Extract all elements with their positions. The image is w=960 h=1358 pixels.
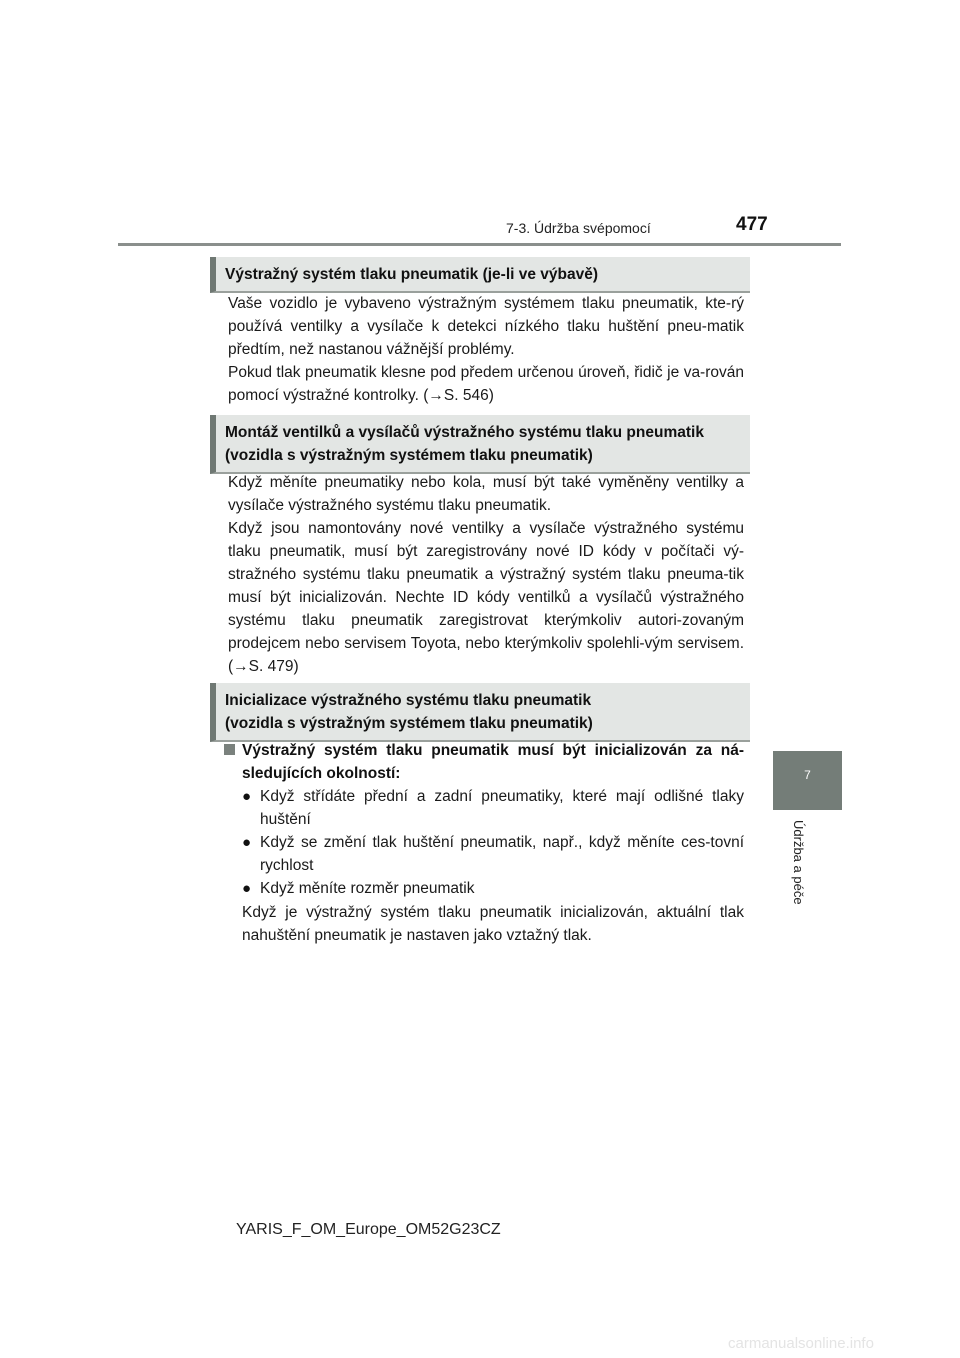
chapter-tab-title: Údržba a péče bbox=[791, 820, 806, 905]
header-section-title: 7-3. Údržba svépomocí bbox=[506, 220, 651, 236]
chapter-tab-number: 7 bbox=[804, 768, 811, 782]
bullet-dot-icon: ● bbox=[242, 788, 252, 805]
paragraph: Když je výstražný systém tlaku pneumatik inicializován, aktuální tlak nahuštění pneumatik je nastaven jako vztažný tlak. bbox=[242, 904, 744, 944]
list-item-text: Když se změní tlak huštění pneumatik, např., když měníte ces-tovní rychlost bbox=[260, 834, 744, 874]
bullet-dot-icon: ● bbox=[242, 880, 252, 897]
header-divider bbox=[118, 243, 841, 246]
paragraph: Vaše vozidlo je vybaveno výstražným systémem tlaku pneumatik, kte-rý používá ventilky a vysílače k detekci nízkého tlaku huštění pneu-matik předtím, než nastanou vážnější problémy. bbox=[228, 295, 744, 358]
paragraph: Když měníte pneumatiky nebo kola, musí být také vyměněny ventilky a vysílače výstražného systému tlaku pneumatik. bbox=[228, 474, 744, 514]
paragraph: Když jsou namontovány nové ventilky a vysílače výstražného systému tlaku pneumatik, musí být zaregistrovány nové ID kódy v počítači vý-stražného systému tlaku pneumatik a výstražný systém tlaku pneuma-tik musí být inicializován. Nechte ID kódy ventilků a vysílačů výstražného systému tlaku pneumatik zaregistrovat kterýmkoliv autori-zovaným prodejcem nebo servisem Toyota, nebo kterýmkoliv spolehli-vým servisem. (→S. 479) bbox=[228, 520, 744, 675]
subheading-text: Výstražný systém tlaku pneumatik musí být inicializován za ná-sledujících okolností: bbox=[242, 742, 744, 782]
section-heading-line: Montáž ventilků a vysílačů výstražného systému tlaku pneumatik bbox=[225, 424, 704, 441]
section-heading-line: Inicializace výstražného systému tlaku pneumatik bbox=[225, 692, 592, 709]
list-item-text: Když měníte rozměr pneumatik bbox=[260, 880, 475, 897]
watermark: carmanualsonline.info bbox=[728, 1335, 874, 1352]
list-item bbox=[242, 831, 744, 877]
document-code: YARIS_F_OM_Europe_OM52G23CZ bbox=[236, 1221, 501, 1238]
list-item bbox=[242, 785, 744, 831]
subheading bbox=[224, 739, 744, 785]
section-heading-initialization bbox=[210, 683, 750, 742]
bullet-dot-icon: ● bbox=[242, 834, 252, 851]
list-item-text: Když střídáte přední a zadní pneumatiky, které mají odlišné tlaky huštění bbox=[260, 788, 744, 828]
square-bullet-icon bbox=[224, 744, 235, 755]
section-heading-line: (vozidla s výstražným systémem tlaku pneumatik) bbox=[225, 447, 593, 464]
section-heading-text: Výstražný systém tlaku pneumatik (je-li ve výbavě) bbox=[225, 266, 599, 283]
page-number: 477 bbox=[736, 214, 768, 235]
section-heading-valves bbox=[210, 415, 750, 474]
section-heading-line: (vozidla s výstražným systémem tlaku pneumatik) bbox=[225, 715, 593, 732]
list-item bbox=[242, 877, 744, 900]
paragraph: Pokud tlak pneumatik klesne pod předem určenou úroveň, řidič je va-rován pomocí výstražné kontrolky. (→S. 546) bbox=[228, 364, 744, 404]
section-heading-tpws bbox=[210, 257, 750, 293]
